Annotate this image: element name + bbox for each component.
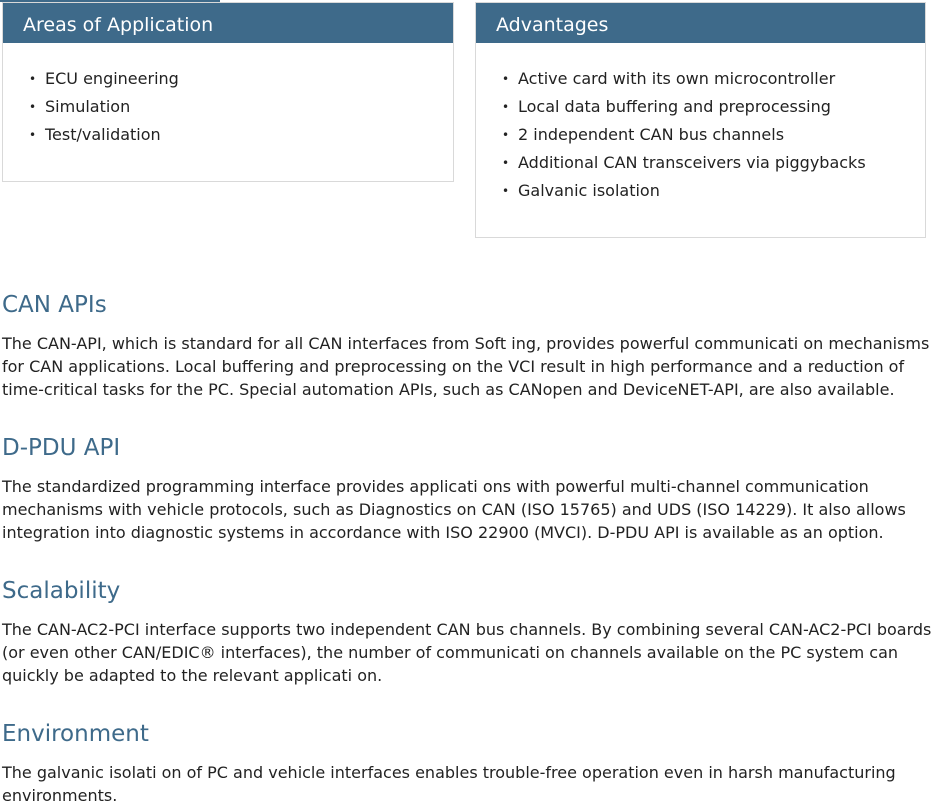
bullet-icon: • [502, 128, 510, 142]
bullet-icon: • [502, 72, 510, 86]
list-item: • Additional CAN transceivers via piggybacks [502, 149, 925, 177]
bullet-icon: • [502, 156, 510, 170]
list-item: • Test/validation [29, 121, 453, 149]
bullet-icon: • [29, 72, 37, 86]
section-environment [2, 719, 932, 807]
bullet-icon: • [29, 100, 37, 114]
bullet-icon: • [502, 100, 510, 114]
section-heading: Environment [2, 721, 149, 747]
list-item: • Local data buffering and preprocessing [502, 93, 925, 121]
bullet-icon: • [502, 184, 510, 198]
list-item: • 2 independent CAN bus channels [502, 121, 925, 149]
section-heading: Scalability [2, 578, 121, 604]
advantages-box [475, 2, 926, 238]
section-text: The standardized programming interface provides applicati ons with powerful multi-channel communication mechanisms with vehicle protocols, such as Diagnostics on CAN (ISO 15765) and UDS (ISO 14229). It also allows integration into diagnostic systems in accordance with ISO 22900 (MVCI). D-PDU API is available as an option. [2, 477, 906, 542]
advantages-title: Advantages [476, 3, 925, 43]
list-item: • Active card with its own microcontroller [502, 65, 925, 93]
list-item: • Simulation [29, 93, 453, 121]
section-heading: D-PDU API [2, 435, 121, 461]
advantages-list [476, 43, 925, 205]
list-item: • ECU engineering [29, 65, 453, 93]
list-item: • Galvanic isolation [502, 177, 925, 205]
section-can-apis [2, 290, 932, 401]
section-heading: CAN APIs [2, 292, 107, 318]
areas-list [3, 43, 453, 149]
section-text: The CAN-API, which is standard for all CAN interfaces from Soft ing, provides powerful communicati on mechanisms for CAN applications. Local buffering and preprocessing on the VCI result in high performance and a reduction of time-critical tasks for the PC. Special automation APIs, such as CANopen and DeviceNET-API, are also available. [2, 334, 930, 399]
section-d-pdu-api [2, 433, 932, 544]
section-text: The galvanic isolati on of PC and vehicle interfaces enables trouble-free operation even in harsh manufacturing environments. [2, 763, 896, 805]
section-text: The CAN-AC2-PCI interface supports two independent CAN bus channels. By combining several CAN-AC2-PCI boards (or even other CAN/EDIC® interfaces), the number of communicati on channels available on the PC system can quickly be adapted to the relevant applicati on. [2, 620, 932, 685]
section-scalability [2, 576, 932, 687]
areas-of-application-box [2, 2, 454, 182]
bullet-icon: • [29, 128, 37, 142]
areas-of-application-title: Areas of Application [3, 3, 453, 43]
